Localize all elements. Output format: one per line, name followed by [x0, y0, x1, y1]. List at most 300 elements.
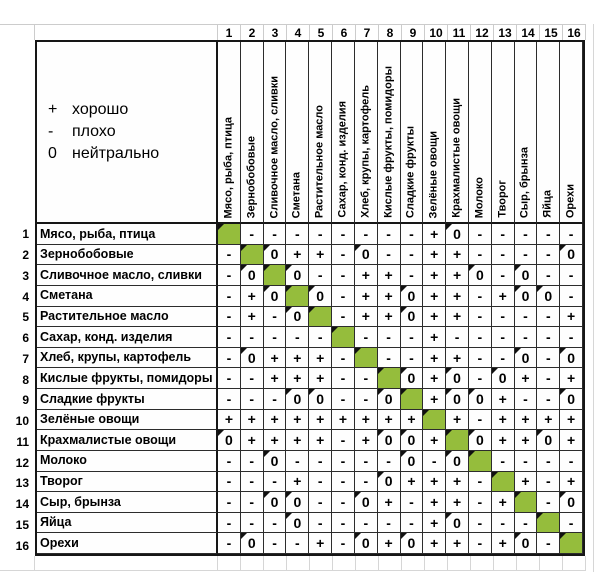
matrix-cell-r16c11: +	[446, 533, 469, 554]
matrix-cell-r10c16: +	[560, 410, 583, 431]
matrix-cell-r5c15: -	[537, 307, 560, 328]
matrix-cell-r14c6: -	[332, 492, 355, 513]
column-header-label: Яйца	[541, 190, 554, 218]
blank-grid-cell	[494, 556, 517, 570]
row-number: 14	[15, 497, 29, 512]
matrix-cell-r13c10: +	[423, 472, 446, 493]
matrix-cell-r11c9: 0	[401, 430, 424, 451]
matrix-cell-r3c4: 0	[286, 265, 309, 286]
matrix-cell-r2c10: +	[423, 245, 446, 266]
blank-grid-cell	[563, 556, 586, 570]
row-label: Яйца	[37, 513, 218, 534]
matrix-cell-r13c1: -	[218, 472, 241, 493]
matrix-cell-r15c7: -	[355, 513, 378, 534]
legend-item	[48, 124, 116, 140]
matrix-cell-r9c14: -	[515, 389, 538, 410]
matrix-cell-r14c13: +	[492, 492, 515, 513]
matrix-cell-r6c10: +	[423, 327, 446, 348]
matrix-cell-r15c14: -	[515, 513, 538, 534]
matrix-cell-r9c9	[401, 389, 424, 410]
column-header	[218, 42, 241, 224]
matrix-cell-r4c4	[286, 286, 309, 307]
matrix-cell-r11c4: +	[286, 430, 309, 451]
matrix-cell-r10c6: +	[332, 410, 355, 431]
matrix-cell-r4c8: +	[378, 286, 401, 307]
matrix-cell-r2c6: -	[332, 245, 355, 266]
matrix-cell-r11c6: -	[332, 430, 355, 451]
matrix-cell-r5c5	[309, 307, 332, 328]
matrix-cell-r7c4: +	[286, 348, 309, 369]
blank-grid-cell	[379, 556, 402, 570]
matrix-cell-r2c11: +	[446, 245, 469, 266]
legend-symbol: +	[48, 101, 58, 118]
matrix-cell-r7c11: +	[446, 348, 469, 369]
matrix-cell-r3c2: 0	[241, 265, 264, 286]
column-number: 1	[218, 25, 241, 40]
matrix-cell-r13c9: +	[401, 472, 424, 493]
matrix-cell-r15c6: -	[332, 513, 355, 534]
matrix-cell-r1c3: -	[264, 224, 287, 245]
matrix-cell-r7c13: -	[492, 348, 515, 369]
matrix-cell-r14c15: -	[537, 492, 560, 513]
matrix-cell-r1c7: -	[355, 224, 378, 245]
column-number: 15	[540, 25, 563, 40]
matrix-cell-r12c2: -	[241, 451, 264, 472]
matrix-cell-r12c10: -	[423, 451, 446, 472]
matrix-cell-r4c3: 0	[264, 286, 287, 307]
matrix-cell-r5c13: -	[492, 307, 515, 328]
matrix-cell-r16c14: 0	[515, 533, 538, 554]
blank-grid-cell	[540, 556, 563, 570]
matrix-cell-r12c3: 0	[264, 451, 287, 472]
row-label: Мясо, рыба, птица	[37, 224, 218, 245]
matrix-cell-r12c5: -	[309, 451, 332, 472]
column-number: 14	[517, 25, 540, 40]
matrix-cell-r7c2: 0	[241, 348, 264, 369]
matrix-cell-r15c4: 0	[286, 513, 309, 534]
matrix-cell-r16c9: 0	[401, 533, 424, 554]
column-header	[469, 42, 492, 224]
column-header-label: Хлеб, крупы, картофель	[359, 85, 372, 218]
matrix-cell-r4c15: 0	[537, 286, 560, 307]
matrix-cell-r14c7: 0	[355, 492, 378, 513]
matrix-cell-r6c13: -	[492, 327, 515, 348]
row-label: Зернобобовые	[37, 245, 218, 266]
matrix-cell-r16c15: -	[537, 533, 560, 554]
matrix-cell-r5c6: -	[332, 307, 355, 328]
matrix-cell-r5c8: +	[378, 307, 401, 328]
column-header-label: Сахар, конд. изделия	[336, 101, 349, 218]
blank-grid-cell	[0, 25, 35, 40]
matrix-cell-r3c15: -	[537, 265, 560, 286]
matrix-cell-r1c5: -	[309, 224, 332, 245]
matrix-cell-r15c2: -	[241, 513, 264, 534]
blank-grid-cell	[310, 556, 333, 570]
matrix-cell-r9c6: -	[332, 389, 355, 410]
matrix-cell-r3c7: +	[355, 265, 378, 286]
matrix-cell-r16c2: 0	[241, 533, 264, 554]
matrix-cell-r4c2: +	[241, 286, 264, 307]
matrix-cell-r1c8: -	[378, 224, 401, 245]
matrix-cell-r6c6	[332, 327, 355, 348]
blank-grid-cell	[35, 556, 218, 570]
matrix-cell-r8c3: +	[264, 368, 287, 389]
column-header	[515, 42, 538, 224]
matrix-cell-r7c3: +	[264, 348, 287, 369]
matrix-cell-r1c11: 0	[446, 224, 469, 245]
blank-grid-cell	[448, 556, 471, 570]
row-label: Хлеб, крупы, картофель	[37, 348, 218, 369]
column-header	[309, 42, 332, 224]
blank-grid-cell	[264, 556, 287, 570]
matrix-cell-r4c11: +	[446, 286, 469, 307]
matrix-cell-r7c6: -	[332, 348, 355, 369]
column-header	[378, 42, 401, 224]
matrix-cell-r14c4: 0	[286, 492, 309, 513]
matrix-cell-r2c4: +	[286, 245, 309, 266]
row-label: Сыр, брынза	[37, 492, 218, 513]
column-number: 4	[287, 25, 310, 40]
matrix-cell-r8c15: -	[537, 368, 560, 389]
column-header-label: Сливочное масло, сливки	[268, 75, 281, 218]
matrix-cell-r7c1: -	[218, 348, 241, 369]
matrix-cell-r15c11: 0	[446, 513, 469, 534]
blank-grid-cell	[402, 556, 425, 570]
matrix-cell-r1c1	[218, 224, 241, 245]
matrix-cell-r16c16	[560, 533, 583, 554]
matrix-cell-r8c9: 0	[401, 368, 424, 389]
matrix-cell-r3c12: 0	[469, 265, 492, 286]
matrix-cell-r5c12: -	[469, 307, 492, 328]
matrix-cell-r11c14: +	[515, 430, 538, 451]
column-header	[492, 42, 515, 224]
matrix-cell-r5c3: -	[264, 307, 287, 328]
matrix-cell-r7c7	[355, 348, 378, 369]
matrix-cell-r3c6: -	[332, 265, 355, 286]
column-header	[537, 42, 560, 224]
matrix-cell-r5c14: -	[515, 307, 538, 328]
matrix-cell-r11c15: 0	[537, 430, 560, 451]
matrix-cell-r16c5: +	[309, 533, 332, 554]
row-number: 11	[16, 434, 29, 449]
matrix-cell-r6c9: -	[401, 327, 424, 348]
matrix-cell-r4c6: -	[332, 286, 355, 307]
legend-label: плохо	[72, 123, 116, 140]
column-header	[332, 42, 355, 224]
matrix-cell-r4c12: -	[469, 286, 492, 307]
matrix-cell-r11c5: +	[309, 430, 332, 451]
matrix-cell-r14c2: -	[241, 492, 264, 513]
matrix-cell-r1c10: +	[423, 224, 446, 245]
faint-gridline-bottom	[0, 556, 586, 571]
matrix-cell-r11c11	[446, 430, 469, 451]
matrix-cell-r15c5: -	[309, 513, 332, 534]
row-number: 5	[22, 310, 29, 325]
row-number: 4	[22, 289, 29, 304]
matrix-cell-r11c10: +	[423, 430, 446, 451]
matrix-cell-r2c13: -	[492, 245, 515, 266]
matrix-cell-r13c8: 0	[378, 472, 401, 493]
matrix-cell-r10c13: +	[492, 410, 515, 431]
column-number: 7	[356, 25, 379, 40]
column-header-label: Сладкие фрукты	[404, 125, 417, 218]
matrix-cell-r11c1: 0	[218, 430, 241, 451]
column-number: 13	[494, 25, 517, 40]
matrix-cell-r14c11: +	[446, 492, 469, 513]
matrix-cell-r3c11: +	[446, 265, 469, 286]
matrix-cell-r11c2: +	[241, 430, 264, 451]
row-number: 10	[15, 414, 29, 429]
matrix-cell-r10c2: +	[241, 410, 264, 431]
matrix-cell-r15c16: -	[560, 513, 583, 534]
column-header	[446, 42, 469, 224]
matrix-cell-r1c2: -	[241, 224, 264, 245]
matrix-cell-r8c7: -	[355, 368, 378, 389]
matrix-cell-r16c6: -	[332, 533, 355, 554]
matrix-cell-r12c6: -	[332, 451, 355, 472]
legend-symbol: -	[48, 123, 54, 140]
matrix-cell-r1c6: -	[332, 224, 355, 245]
matrix-cell-r8c5: +	[309, 368, 332, 389]
matrix-cell-r10c4: +	[286, 410, 309, 431]
row-number-strip	[0, 224, 31, 556]
row-label: Сладкие фрукты	[37, 389, 218, 410]
matrix-cell-r2c2	[241, 245, 264, 266]
matrix-cell-r9c16: 0	[560, 389, 583, 410]
matrix-cell-r3c9: -	[401, 265, 424, 286]
matrix-cell-r13c13	[492, 472, 515, 493]
column-header-label: Зернобобовые	[245, 135, 258, 218]
matrix-cell-r16c3: -	[264, 533, 287, 554]
matrix-cell-r13c2: -	[241, 472, 264, 493]
matrix-cell-r8c10: +	[423, 368, 446, 389]
matrix-cell-r9c11: 0	[446, 389, 469, 410]
matrix-cell-r16c12: -	[469, 533, 492, 554]
column-number: 10	[425, 25, 448, 40]
matrix-cell-r2c8: -	[378, 245, 401, 266]
blank-grid-cell	[287, 556, 310, 570]
matrix-cell-r13c4: +	[286, 472, 309, 493]
matrix-cell-r9c3: -	[264, 389, 287, 410]
matrix-cell-r11c3: +	[264, 430, 287, 451]
column-number: 6	[333, 25, 356, 40]
row-label: Зелёные овощи	[37, 410, 218, 431]
matrix-cell-r5c2: +	[241, 307, 264, 328]
row-number: 16	[15, 538, 29, 553]
matrix-cell-r9c15: -	[537, 389, 560, 410]
row-number: 12	[15, 455, 29, 470]
row-number: 15	[15, 517, 29, 532]
column-header	[286, 42, 309, 224]
matrix-cell-r14c5: -	[309, 492, 332, 513]
matrix-cell-r15c12: -	[469, 513, 492, 534]
column-number: 5	[310, 25, 333, 40]
matrix-cell-r6c15: -	[537, 327, 560, 348]
matrix-cell-r12c11: 0	[446, 451, 469, 472]
legend-symbol: 0	[48, 145, 57, 162]
matrix-cell-r2c1: -	[218, 245, 241, 266]
matrix-cell-r13c6: -	[332, 472, 355, 493]
row-number: 1	[22, 227, 29, 242]
matrix-cell-r3c13: -	[492, 265, 515, 286]
row-label: Творог	[37, 472, 218, 493]
matrix-cell-r15c13: -	[492, 513, 515, 534]
legend-cell	[37, 42, 218, 224]
column-header-label: Творог	[496, 180, 509, 218]
legend-item	[48, 102, 128, 118]
matrix-cell-r6c4: -	[286, 327, 309, 348]
blank-grid-cell	[425, 556, 448, 570]
matrix-cell-r2c9: -	[401, 245, 424, 266]
matrix-cell-r2c3: 0	[264, 245, 287, 266]
legend-label: нейтрально	[72, 145, 160, 162]
column-header	[560, 42, 583, 224]
matrix-cell-r11c16: +	[560, 430, 583, 451]
matrix-cell-r10c15: +	[537, 410, 560, 431]
matrix-cell-r7c9: -	[401, 348, 424, 369]
matrix-cell-r15c3: -	[264, 513, 287, 534]
matrix-cell-r10c12: -	[469, 410, 492, 431]
matrix-cell-r8c13: 0	[492, 368, 515, 389]
matrix-cell-r12c4: -	[286, 451, 309, 472]
matrix-cell-r5c11: +	[446, 307, 469, 328]
matrix-cell-r16c4: -	[286, 533, 309, 554]
row-number: 3	[22, 268, 29, 283]
matrix-cell-r8c1: -	[218, 368, 241, 389]
matrix-cell-r3c3	[264, 265, 287, 286]
column-header-label: Молоко	[473, 176, 486, 218]
column-header	[401, 42, 424, 224]
matrix-cell-r2c16: 0	[560, 245, 583, 266]
matrix-cell-r12c16: -	[560, 451, 583, 472]
matrix-cell-r15c10: +	[423, 513, 446, 534]
matrix-cell-r1c12: -	[469, 224, 492, 245]
column-number: 8	[379, 25, 402, 40]
matrix-cell-r16c13: +	[492, 533, 515, 554]
matrix-cell-r6c16: -	[560, 327, 583, 348]
matrix-cell-r10c14: +	[515, 410, 538, 431]
row-label: Сметана	[37, 286, 218, 307]
compatibility-table	[35, 40, 585, 556]
matrix-cell-r15c9: -	[401, 513, 424, 534]
matrix-cell-r11c13: +	[492, 430, 515, 451]
matrix-cell-r15c1: -	[218, 513, 241, 534]
matrix-cell-r9c7: -	[355, 389, 378, 410]
matrix-cell-r9c5: 0	[309, 389, 332, 410]
matrix-cell-r13c3: -	[264, 472, 287, 493]
matrix-cell-r14c16: 0	[560, 492, 583, 513]
matrix-cell-r13c12: -	[469, 472, 492, 493]
column-header	[264, 42, 287, 224]
column-header	[241, 42, 264, 224]
matrix-cell-r8c2: -	[241, 368, 264, 389]
row-number: 8	[22, 372, 29, 387]
matrix-cell-r12c14: -	[515, 451, 538, 472]
matrix-cell-r1c13: -	[492, 224, 515, 245]
matrix-cell-r12c9: 0	[401, 451, 424, 472]
matrix-cell-r10c11: +	[446, 410, 469, 431]
row-label: Растительное масло	[37, 307, 218, 328]
matrix-cell-r9c10: +	[423, 389, 446, 410]
blank-grid-cell	[356, 556, 379, 570]
matrix-cell-r5c7: +	[355, 307, 378, 328]
matrix-cell-r2c5: +	[309, 245, 332, 266]
matrix-cell-r14c3: 0	[264, 492, 287, 513]
column-header-label: Кислые фрукты, помидоры	[382, 66, 395, 218]
matrix-cell-r1c9: -	[401, 224, 424, 245]
matrix-cell-r8c12: -	[469, 368, 492, 389]
matrix-cell-r16c1: -	[218, 533, 241, 554]
blank-grid-cell	[0, 556, 35, 570]
matrix-cell-r4c1: -	[218, 286, 241, 307]
matrix-cell-r5c9: 0	[401, 307, 424, 328]
matrix-cell-r6c8: -	[378, 327, 401, 348]
matrix-cell-r5c4: 0	[286, 307, 309, 328]
matrix-cell-r12c1: -	[218, 451, 241, 472]
matrix-cell-r13c15: -	[537, 472, 560, 493]
matrix-cell-r4c5: 0	[309, 286, 332, 307]
matrix-cell-r11c8: 0	[378, 430, 401, 451]
column-header	[423, 42, 446, 224]
matrix-cell-r4c9: 0	[401, 286, 424, 307]
matrix-cell-r1c16: -	[560, 224, 583, 245]
matrix-cell-r9c13: +	[492, 389, 515, 410]
row-number: 7	[22, 351, 29, 366]
matrix-cell-r9c2: -	[241, 389, 264, 410]
matrix-cell-r12c13: -	[492, 451, 515, 472]
column-header-label: Мясо, рыба, птица	[222, 116, 235, 218]
matrix-cell-r13c11: +	[446, 472, 469, 493]
matrix-cell-r6c5: -	[309, 327, 332, 348]
matrix-cell-r10c9: +	[401, 410, 424, 431]
row-number: 9	[22, 393, 29, 408]
matrix-cell-r9c12: 0	[469, 389, 492, 410]
matrix-cell-r2c12: -	[469, 245, 492, 266]
column-header-label: Зелёные овощи	[427, 130, 440, 218]
matrix-cell-r8c8	[378, 368, 401, 389]
blank-grid-cell	[218, 556, 241, 570]
row-number: 6	[22, 331, 29, 346]
matrix-cell-r7c12: -	[469, 348, 492, 369]
matrix-cell-r7c8: -	[378, 348, 401, 369]
matrix-cell-r7c14: 0	[515, 348, 538, 369]
matrix-cell-r4c7: +	[355, 286, 378, 307]
matrix-cell-r8c11: 0	[446, 368, 469, 389]
matrix-cell-r7c16: 0	[560, 348, 583, 369]
matrix-cell-r9c1: -	[218, 389, 241, 410]
blank-grid-cell	[333, 556, 356, 570]
matrix-cell-r2c14: -	[515, 245, 538, 266]
matrix-cell-r14c12: -	[469, 492, 492, 513]
matrix-cell-r5c16: +	[560, 307, 583, 328]
blank-grid-cell	[517, 556, 540, 570]
matrix-cell-r2c7: 0	[355, 245, 378, 266]
row-number: 13	[15, 476, 29, 491]
matrix-cell-r1c14: -	[515, 224, 538, 245]
matrix-cell-r3c8: +	[378, 265, 401, 286]
matrix-cell-r10c7: +	[355, 410, 378, 431]
column-header-label: Орехи	[564, 183, 577, 218]
matrix-cell-r4c13: +	[492, 286, 515, 307]
row-label: Крахмалистые овощи	[37, 430, 218, 451]
matrix-cell-r14c8: +	[378, 492, 401, 513]
matrix-cell-r4c16: -	[560, 286, 583, 307]
matrix-cell-r14c10: +	[423, 492, 446, 513]
matrix-cell-r1c4: -	[286, 224, 309, 245]
column-number: 2	[241, 25, 264, 40]
matrix-cell-r12c7: -	[355, 451, 378, 472]
matrix-cell-r3c1: -	[218, 265, 241, 286]
